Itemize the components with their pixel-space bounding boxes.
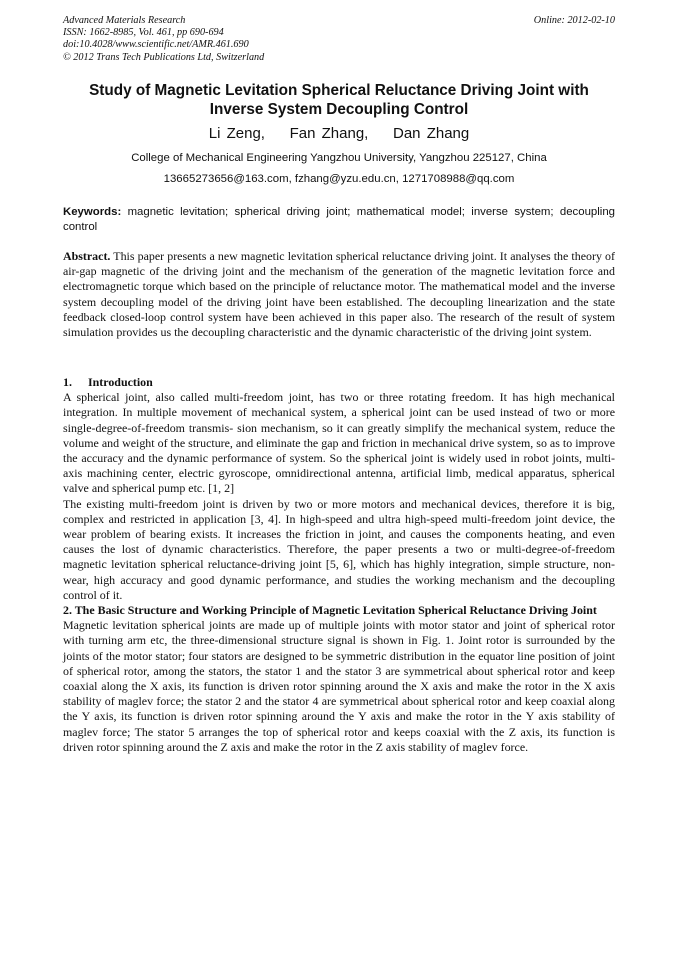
section-1-title: Introduction (88, 375, 153, 389)
journal-copyright: © 2012 Trans Tech Publications Ltd, Switzerland (63, 51, 265, 63)
journal-issn: ISSN: 1662-8985, Vol. 461, pp 690-694 (63, 27, 224, 39)
body-text (63, 375, 615, 755)
keywords-block (63, 205, 615, 234)
paper-authors: Li Zeng, Fan Zhang, Dan Zhang (208, 125, 470, 142)
section-1-number: 1. (63, 375, 72, 389)
keywords-text: magnetic levitation; spherical driving joint; mathematical model; inverse system; decoupling control (63, 206, 615, 233)
section-1-paragraph-2: The existing multi-freedom joint is driven by two or more motors and mechanical devices, therefore it is big, complex and restricted in application [3, 4]. In high-speed and ultra high-speed multi-freedom joint device, the wear problem of bearing exists. It increases the friction in joint, and causes the components heating, and even causes the lost of dynamic characteristics. Therefore, the paper presents a two or multi-degree-of-freedom magnetic levitation spherical reluctance-driving joint [5, 6], which has highly integration, simple structure, non-wear, high accuracy and good dynamic performance, and studies the working mechanism and the decoupling control of it. (63, 496, 615, 602)
author-emails: 13665273656@163.com, fzhang@yzu.edu.cn, 1271708988@qq.com (163, 173, 515, 185)
abstract-label: Abstract. (63, 249, 111, 263)
paper-title: Study of Magnetic Levitation Spherical Reluctance Driving Joint with Inverse System Decoupling Control (89, 82, 589, 118)
online-date: Online: 2012-02-10 (533, 15, 615, 26)
section-2-paragraph-1: Magnetic levitation spherical joints are made up of multiple joints with motor stator and joint of spherical rotor with turning arm etc, the three-dimensional structure signal is shown in Fig. 1. Joint rotor is surrounded by the joints of the motor stator; four stators are designed to be symmetric distribution in the equator line position of joint of spherical rotor, among the stators, the stator 1 and the stator 3 are symmetrical about spherical rotor and keep coaxial along the X axis, its function is driven rotor spinning around the X axis and make the rotor in the X axis stability of maglev force; the stator 2 and the stator 4 are symmetrical about spherical rotor and keep coaxial along the Y axis, its function is driven rotor spinning around the Y axis and make the rotor in the Y axis stability of maglev force; The stator 5 arranges the top of spherical rotor and keeps coaxial with the Z axis, its function is driven rotor spinning around the Z axis and make the rotor in the Z axis stability of maglev force. (63, 618, 615, 754)
section-1-paragraph-1: A spherical joint, also called multi-freedom joint, has two or three rotating freedom. It has high mechanical integration. In multiple movement of mechanical system, a spherical joint can be used instead of two or more single-degree-of-freedom transmis- sion mechanism, so it can greatly simplify the mechanical system, reduce the volume and weight of the structure, and eliminate the gap and friction in mechanical drive system, so as to improve the accuracy and the dynamic performance of system. So the spherical joint is widely used in robot joints, multi-axis machining center, electric gyroscope, omnidirectional antenna, artificial limb, medical apparatus, spherical valve and spherical pump etc. [1, 2] (63, 390, 615, 496)
affiliation: College of Mechanical Engineering Yangzhou University, Yangzhou 225127, China (131, 152, 547, 164)
section-1-heading (63, 375, 615, 390)
journal-name: Advanced Materials Research (63, 15, 186, 26)
section-2-heading: 2. The Basic Structure and Working Principle of Magnetic Levitation Spherical Reluctance Driving Joint (63, 603, 597, 618)
abstract-block (63, 249, 615, 340)
keywords-label: Keywords: (63, 206, 122, 218)
journal-header (63, 15, 264, 64)
abstract-text: This paper presents a new magnetic levitation spherical reluctance driving joint. It analyses the theory of air-gap magnetic of the driving joint and the mechanism of the generation of the magnetic levitation force and electromagnetic torque which based on the principle of reluctance motor. The mathematical model and the inverse system decoupling model of the driving joint have been established. The decoupling linearization and the state feedback closed-loop control system have been achieved in this paper also. The research of the result of system simulation provides us the decoupling characteristic and the dynamic characteristic of the driving joint system. (63, 249, 615, 340)
journal-doi: doi:10.4028/www.scientific.net/AMR.461.690 (63, 39, 249, 51)
